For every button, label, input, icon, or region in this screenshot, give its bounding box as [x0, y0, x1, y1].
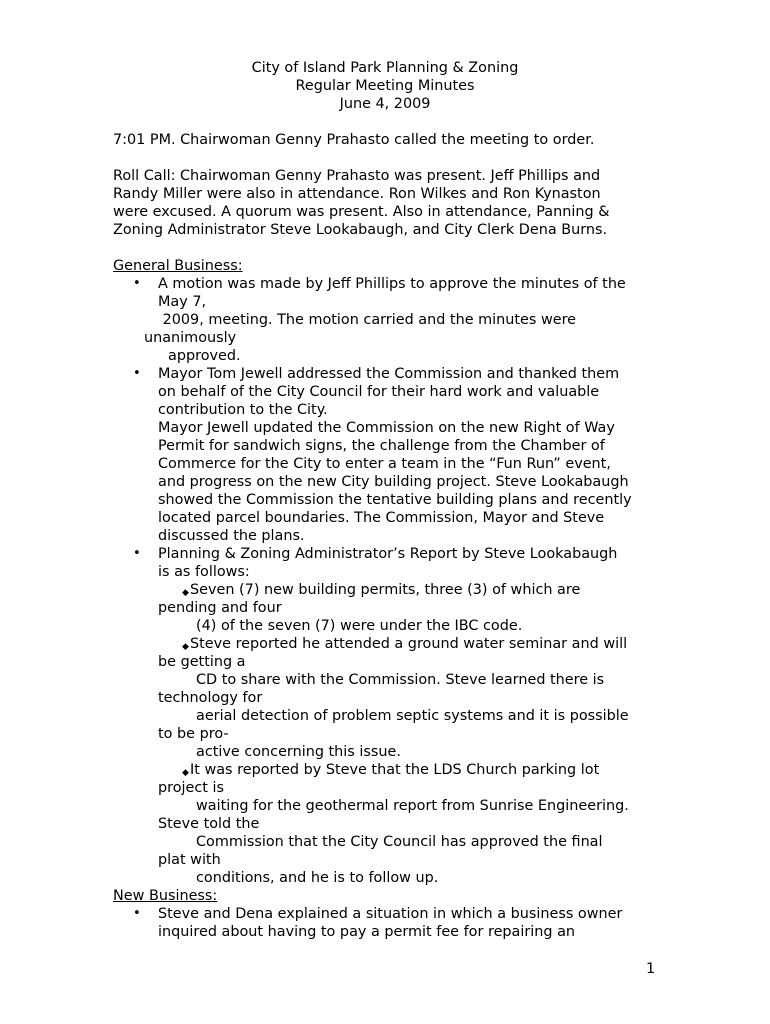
report-sub-line: to be pro- [158, 726, 229, 742]
gb-item1-line: A motion was made by Jeff Phillips to approve the minutes of the [158, 276, 626, 292]
page-number: 1 [646, 961, 656, 977]
new-business-heading: New Business: [113, 888, 218, 904]
gb-item1-line: May 7, [158, 294, 207, 310]
report-sub-line: waiting for the geothermal report from Sunrise Engineering. [196, 798, 629, 814]
nb-item1-line: Steve and Dena explained a situation in which a business owner [158, 906, 623, 922]
doc-subtitle: Regular Meeting Minutes [295, 78, 475, 94]
doc-date: June 4, 2009 [339, 96, 431, 112]
report-sub-line: CD to share with the Commission. Steve learned there is [196, 672, 605, 688]
gb-item2-line: discussed the plans. [158, 528, 305, 544]
gb-item2-line: located parcel boundaries. The Commission, Mayor and Steve [158, 510, 605, 526]
report-sub-line: project is [158, 780, 225, 796]
gb-item2-line: Mayor Tom Jewell addressed the Commission and thanked them [158, 366, 620, 382]
report-sub-line: active concerning this issue. [196, 744, 401, 760]
gb-item1-line: unanimously [144, 330, 237, 346]
gb-item2-line: Mayor Jewell updated the Commission on the new Right of Way [158, 420, 615, 436]
report-sub-line: It was reported by Steve that the LDS Church parking lot [190, 762, 600, 778]
doc-title: City of Island Park Planning & Zoning [251, 60, 519, 76]
report-sub-line: plat with [158, 852, 221, 868]
gb-item2-line: Permit for sandwich signs, the challenge from the Chamber of [158, 438, 605, 454]
roll-call-line: Roll Call: Chairwoman Genny Prahasto was present. Jeff Phillips and [113, 168, 601, 184]
bullet-icon: • [133, 906, 141, 921]
report-sub-line: Commission that the City Council has approved the final [196, 834, 603, 850]
bullet-icon: • [133, 276, 141, 291]
gb-item2-line: and progress on the new City building project. Steve Lookabaugh [158, 474, 629, 490]
diamond-bullet-icon: ◆ [182, 588, 189, 598]
gb-item2-line: on behalf of the City Council for their hard work and valuable [158, 384, 600, 400]
gb-item1-line: approved. [168, 348, 241, 364]
gb-item2-line: showed the Commission the tentative building plans and recently [158, 492, 632, 508]
report-sub-line: aerial detection of problem septic systems and it is possible [196, 708, 629, 724]
gb-item2-line: Commerce for the City to enter a team in the “Fun Run” event, [158, 456, 611, 472]
report-sub-line: be getting a [158, 654, 246, 670]
report-sub-line: Seven (7) new building permits, three (3) of which are [190, 582, 581, 598]
gb-item3-line: Planning & Zoning Administrator’s Report by Steve Lookabaugh [158, 546, 618, 562]
bullet-icon: • [133, 366, 141, 381]
report-sub-line: technology for [158, 690, 263, 706]
report-sub-line: Steve reported he attended a ground water seminar and will [190, 636, 628, 652]
bullet-icon: • [133, 546, 141, 561]
general-business-heading: General Business: [113, 258, 243, 274]
diamond-bullet-icon: ◆ [182, 768, 189, 778]
diamond-bullet-icon: ◆ [182, 642, 189, 652]
gb-item2-line: contribution to the City. [158, 402, 328, 418]
gb-item1-line: 2009, meeting. The motion carried and the minutes were [158, 312, 577, 328]
report-sub-line: conditions, and he is to follow up. [196, 870, 439, 886]
roll-call-line: Randy Miller were also in attendance. Ron Wilkes and Ron Kynaston [113, 186, 601, 202]
gb-item3-line: is as follows: [158, 564, 250, 580]
roll-call-line: Zoning Administrator Steve Lookabaugh, and City Clerk Dena Burns. [113, 222, 608, 238]
report-sub-line: Steve told the [158, 816, 260, 832]
report-sub-line: (4) of the seven (7) were under the IBC code. [196, 618, 523, 634]
call-to-order: 7:01 PM. Chairwoman Genny Prahasto called the meeting to order. [113, 132, 595, 148]
roll-call-line: were excused. A quorum was present. Also in attendance, Panning & [113, 204, 610, 220]
report-sub-line: pending and four [158, 600, 282, 616]
nb-item1-line: inquired about having to pay a permit fee for repairing an [158, 924, 576, 940]
